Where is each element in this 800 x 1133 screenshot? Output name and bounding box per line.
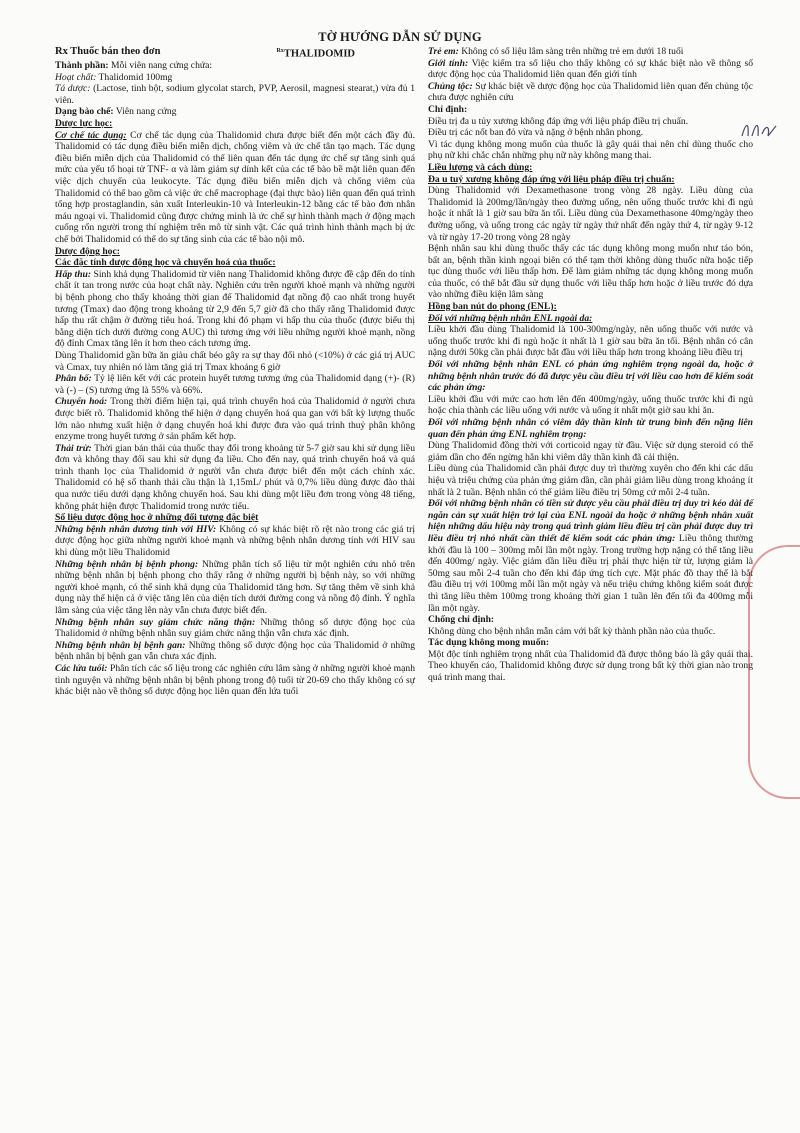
paragraph-text: Những thông số dược động học của Thalidomid ở những bệnh nhân bị bệnh gan vẫn chưa xác định. [55,639,415,663]
paragraph [55,60,415,72]
paragraph [55,640,415,663]
rx-label: Rx Thuốc bán theo đơn [55,46,161,57]
paragraph [55,350,415,373]
paragraph-text: Phân tích các số liệu trong các nghiên cứu lâm sàng ở những người khoẻ mạnh tình nguyện và những bệnh nhân bị bệnh phong trong độ tuổi từ 20-69 cho thấy không có sự khác biệt nào về thông số dược động học liên quan đến lứa tuổi [55,662,415,698]
paragraph-text: Mỗi viên nang cứng chứa: [108,60,212,72]
paragraph [428,498,753,614]
paragraph [428,463,753,498]
paragraph [55,559,415,617]
paragraph [55,524,415,559]
paragraph-text: Việc kiểm tra số liệu cho thấy không có sự khác biệt nào về thông số dược động học của Thalidomid liên quan đến giới tính [428,57,753,81]
paragraph [428,626,753,638]
paragraph [428,81,753,104]
paragraph [55,83,415,106]
paragraph [428,139,753,162]
paragraph [55,106,415,118]
paragraph [55,257,415,269]
paragraph-text: Không dùng cho bệnh nhân mẫn cảm với bất kỳ thành phần nào của thuốc. [428,625,716,637]
signature [740,118,780,140]
paragraph-text: Tỷ lệ liên kết với các protein huyết tương tương ứng của Thalidomid dạng (+)- (R) và (-) – (S) tương ứng là 55% và 66%. [55,373,415,396]
document-title: TỜ HƯỚNG DẪN SỬ DỤNG [318,30,482,44]
right-paragraphs [428,46,753,684]
paragraph [428,301,753,313]
paragraph [55,396,415,442]
drug-name-line [276,46,355,60]
paragraph [428,185,753,243]
paragraph [428,313,753,325]
paragraph [55,373,415,396]
paragraph-label: Những bệnh nhân bị bệnh gan: [55,639,186,651]
paragraph [55,617,415,640]
paragraph-text: Trong thời điểm hiện tại, quá trình chuyển hoá của Thalidomid ở người chưa được biết rõ. Thalidomid không thể hiện ở dạng chuyển hoá qua gan với bất kỳ lượng thuốc lớn nào nhưng xuất hiện ở dạng chuyển hoá khi được đưa vào quá trình thuỷ phân không enzyme trong huyết tương ở sản phẩm kết hợp. [55,396,415,443]
paragraph-text: Liều dùng của Thalidomid cần phải được duy trì thường xuyên cho đến khi các dấu hiệu và triệu chứng của phản ứng giảm dần, cần phải giảm liều dùng trong khoảng ít nhất là 2 tuần. Bệnh nhân có thể giảm liều điều trị 50mg cứ mỗi 2-4 tuần. [428,463,753,498]
paragraph-label: Thải trừ: [55,442,92,454]
paragraph [428,127,753,139]
paragraph-label: Dạng bào chế: [55,106,114,118]
paragraph-text: Sinh khả dụng Thalidomid từ viên nang Thalidomid không được đề cập đến do tính chất ít tan trong nước của hoạt chất này. Nghiên cứu trên người khoẻ mạnh và những người bị bệnh phong cho thấy khoảng thời gian để Thalidomid đạt nồng độ cao nhất trong huyết tương (Tmax) dao động trong khoảng từ 2,9 đến 5,7 giờ đã cho thấy rằng Thalidomid được hấp thu rất chậm ở đường tiêu hoá. Trong khi đó phạm vi hấp thu của thuốc (được biểu thị bằng diện tích dưới đường cong AUC) thì tương ứng với liều những người khoẻ mạnh, nồng độ đỉnh Cmax tăng lên ít hơn theo cách tương ứng. [55,268,415,350]
paragraph-label: Đa u tuỷ xương không đáp ứng với liệu pháp điều trị chuẩn: [428,173,675,185]
paragraph [428,46,753,58]
paragraph-label: Chỉ định: [428,103,468,115]
paragraph-text: Viên nang cứng [113,106,177,118]
paragraph [428,614,753,626]
paragraph-label: Số liệu dược động học ở những đối tượng đặc biệt [55,512,259,524]
paragraph-label: Những bệnh nhân dương tính với HIV: [55,523,217,535]
paragraph-text: Điều trị đa u tủy xương không đáp ứng với liệu pháp điều trị chuẩn. [428,115,689,127]
paragraph [428,58,753,81]
paragraph [55,246,415,258]
paragraph-text: Liều khởi đầu với mức cao hơn lên đến 400mg/ngày, uống thuốc trước khi đi ngủ hoặc chia thành các liều uống với nước và uống ít nhất một giờ sau khi ăn. [428,393,753,417]
paragraph [428,440,753,463]
paragraph [55,130,415,246]
paragraph [428,162,753,174]
paragraph-text: Liều thông thường khởi đầu là 100 – 300mg mỗi lần một ngày. Trong trường hợp nặng có thể tăng liều đến 400mg/ ngày. Việc giảm dần liều điều trị phải thực hiện từ từ, lượng giảm là 50mg sau mỗi 2-4 tuần cho đến khi đáp ứng tích cực. Mặt phác đồ thay thế là bắt đầu điều trị với 100mg mỗi lần một ngày và nếu triệu chứng không kiểm soát được thì tăng liều thêm 100mg trong khoảng thời gian 1 tuần lên đến tối đa 400mg mỗi lần một ngày. [428,532,753,614]
paragraph-text: Cơ chế tác dụng của Thalidomid chưa được biết đến một cách đầy đủ. Thalidomid có tác dụng điều biến miễn dịch, chống viêm và ức chế tân tạo mạch. Tác dụng điều biến miễn dịch của Thalidomid có thể liên quan đến tác dụng ức chế sự tăng sinh quá mức của yếu tố hoại tử TNF- α và làm giảm sự dính kết của các tế bào bề mặt liên quan đến việc dịch chuyển của leukocyte. Tác dụng điều biến miễn dịch và chống viêm của Thalidomid có thể bao gồm cả việc ức chế macrophage (đại thực bào) liên quan đến quá trình tổng hợp prostaglandin, sản xuất Interleukin-10 và Interleukin-12 bằng các tế bào đơn nhân máu ngoại vi. Thalidomid cũng được chứng minh là ức chế sự hình thành mạch ở động mạch cuống rốn người trong thí nghiệm trên mô từ sinh vật. Các quá trình hình thành mạch bị ức chế bởi Thalidomid có thể do sự tăng sinh của các tế bào nội mô. [55,129,415,245]
right-column [428,46,753,684]
paragraph-text: Những phân tích số liệu từ một nghiên cứu nhỏ trên những bệnh nhân bị bệnh phong cho thấy rằng ở những người bị bệnh này, so với những người khoẻ mạnh, có thể sinh khả dụng của Thalidomid tăng hơn. Sự tăng thêm về sinh khả dụng này thể hiện cả ở việc tăng lên của diện tích dưới đường cong và nồng độ đỉnh. Ý nghĩa lâm sàng của việc tăng lên này vẫn chưa được biết đến. [55,558,415,616]
paragraph-text: (Lactose, tinh bột, sodium glycolat starch, PVP, Aerosil, magnesi stearat,) vừa đủ 1 viên. [55,83,415,106]
paragraph-label: Tác dụng không mong muốn: [428,637,550,649]
paragraph-label: Đối với những bệnh nhân có viêm dây thần kinh từ trung bình đến nặng liên quan đến phản ứng ENL nghiêm trọng: [428,417,753,440]
paragraph-label: Hoạt chất: [55,71,97,83]
paragraph-text: Những thông số dược động học của Thalidomid ở những bệnh nhân suy giảm chức năng thận vẫn chưa xác định. [55,616,415,640]
paragraph-label: Hấp thu: [55,268,92,280]
paragraph [55,118,415,130]
paragraph-label: Giới tính: [428,57,469,69]
paragraph-label: Cơ chế tác dụng: [55,129,127,141]
paragraph-text: Điều trị các nốt ban đỏ vừa và nặng ở bệnh nhân phong. [428,127,644,139]
paragraph-label: Những bệnh nhân bị bệnh phong: [55,558,199,570]
paragraph-label: Dược lực học: [55,118,113,130]
paragraph-label: Tá dược: [55,83,91,95]
paragraph-text: Một độc tính nghiêm trọng nhất của Thalidomid đã được thông báo là gây quái thai. Theo khuyến cáo, Thalidomid không được sử dụng trong bất kỳ thời gian nào trong quá trình mang thai. [428,648,753,684]
left-paragraphs [55,60,415,698]
paragraph-text: Dùng Thalidomid với Dexamethasone trong vòng 28 ngày. Liều dùng của Thalidomid là 200mg/lần/ngày theo đường uống, nên uống thuốc trước khi đi ngủ hoặc ít nhất là 1 giờ sau bữa ăn tối. Liều dùng của Dexamethasone 40mg/ngày theo đường uống, và uống trong các ngày từ ngày thứ nhất đến ngày thứ 4, từ ngày 9-12 và từ ngày 17-20 trong vòng 28 ngày [428,185,753,243]
paragraph [428,243,753,301]
drug-name: THALIDOMID [283,48,355,60]
paragraph-label: Chủng tộc: [428,80,473,92]
paragraph-text: Không có số liệu lâm sàng trên những trẻ em dưới 18 tuổi [458,46,684,57]
paragraph [428,174,753,186]
paragraph-text: Thời gian bán thải của thuốc thay đổi trong khoảng từ 5-7 giờ sau khi sử dụng liều đơn và không thay đổi sau khi sử dụng đa liều. Cho đến nay, quá trình chuyển hoá và quá trình thanh lọc của Thalidomid ở người vẫn chưa được biết đến một cách chính xác. Thalidomid có hệ số thanh thải cầu thận là 1,15mL/ phút và 0,7% liều dùng được đào thải qua nước tiểu dưới dạng không chuyển hoá. Sau khi dùng một liều đơn trong vòng 48 tiếng, không phát hiện được Thalidomid trong nước tiểu. [55,442,415,512]
paragraph [428,637,753,649]
paragraph [428,359,753,394]
paragraph-label: Chống chỉ định: [428,614,495,626]
paragraph [428,324,753,359]
paragraph-label: Đối với những bệnh nhân ENL có phản ứng nghiêm trọng ngoài da, hoặc ở những bệnh nhân trước đó đã được yêu cầu điều trị với liều cao hơn để kiểm soát các phản ứng: [428,359,753,394]
paragraph-text: Bệnh nhân sau khi dùng thuốc thấy các tác dụng không mong muốn như táo bón, bất an, bệnh thần kinh ngoại biên có thể tạm thời không dùng thuốc nữa hoặc tiếp tục dùng thuốc với liều thấp hơn. Để làm giảm những tác dụng không mong muốn của thuốc, có thể bắt đầu sử dụng thuốc với liều thấp hơn hoặc ở liều trước đó dựa vào những điều kiện lâm sàng [428,243,753,301]
paragraph-label: Những bệnh nhân suy giảm chức năng thận: [55,616,256,628]
paragraph [428,104,753,116]
rx-superscript: Rx [276,48,284,54]
paragraph [428,649,753,684]
paragraph-label: Đối với những bệnh nhân ENL ngoài da: [428,312,593,324]
paragraph-text: Không có sự khác biệt rõ rệt nào trong các giá trị dược động học giữa những người khoẻ mạnh và những bệnh nhân dương tính với HIV sau khi dùng một liều Thalidomid [55,523,415,559]
paragraph-label: Liều lượng và cách dùng: [428,161,533,173]
paragraph-label: Đối với những bệnh nhân có tiền sử được yêu cầu phải điều trị duy trì kéo dài để ngăn cản sự xuất hiện trở lại của ENL ngoài da hoặc ở những bệnh nhân xuất hiện những dấu hiệu này trong quá trình giảm liều điều trị cần phải được duy trì liều điều trị nhỏ nhất cần thiết để kiểm soát các phản ứng: [428,498,753,544]
paragraph [428,116,753,128]
paragraph [428,417,753,440]
official-stamp [748,545,800,799]
paragraph [428,394,753,417]
paragraph [55,443,415,513]
paragraph-label: Phân bố: [55,373,92,385]
paragraph-label: Chuyển hoá: [55,396,108,408]
paragraph-text: Dùng Thalidomid gần bữa ăn giàu chất béo gây ra sự thay đổi nhỏ (<10%) ở các giá trị AUC và Cmax, tuy nhiên nó làm tăng giá trị Tmax khoảng 6 giờ [55,349,415,373]
paragraph [55,512,415,524]
paragraph-text: Vì tác dụng không mong muốn của thuốc là gây quái thai nên chỉ dùng thuốc cho phụ nữ khi chắc chắn những phụ nữ này không mang thai. [428,138,753,162]
paragraph-text: Liều khởi đầu dùng Thalidomid là 100-300mg/ngày, nên uống thuốc với nước và uống thuốc trước khi đi ngủ hoặc ít nhất là 1 giờ sau bữa ăn tối. Bệnh nhân có cân nặng dưới 50kg cần phải được bắt đầu với liều thấp hơn trong khoảng liều điều trị [428,324,753,359]
paragraph-text: Dùng Thalidomid đồng thời với corticoid ngay từ đầu. Việc sử dụng steroid có thể giảm dần cho đến ngừng hẳn khi viêm dây thần kinh đã cải thiện. [428,440,753,463]
rx-header [55,46,415,60]
paragraph-label: Trẻ em: [428,46,459,57]
paragraph-label: Các đặc tính dược động học và chuyển hoá của thuốc: [55,257,276,269]
paragraph-label: Hồng ban nút do phong (ENL): [428,301,557,313]
paragraph-label: Dược động học: [55,245,120,257]
paragraph [55,663,415,698]
paragraph-text: Thalidomid 100mg [96,71,173,83]
paragraph [55,72,415,84]
paragraph [55,269,415,350]
paragraph-text: Sự khác biệt về dược động học của Thalidomid liên quan đến chủng tộc chưa được nghiên cứu [428,80,753,104]
paragraph-label: Các lứa tuổi: [55,662,108,674]
paragraph-label: Thành phần: [55,60,109,72]
left-column [55,46,415,698]
